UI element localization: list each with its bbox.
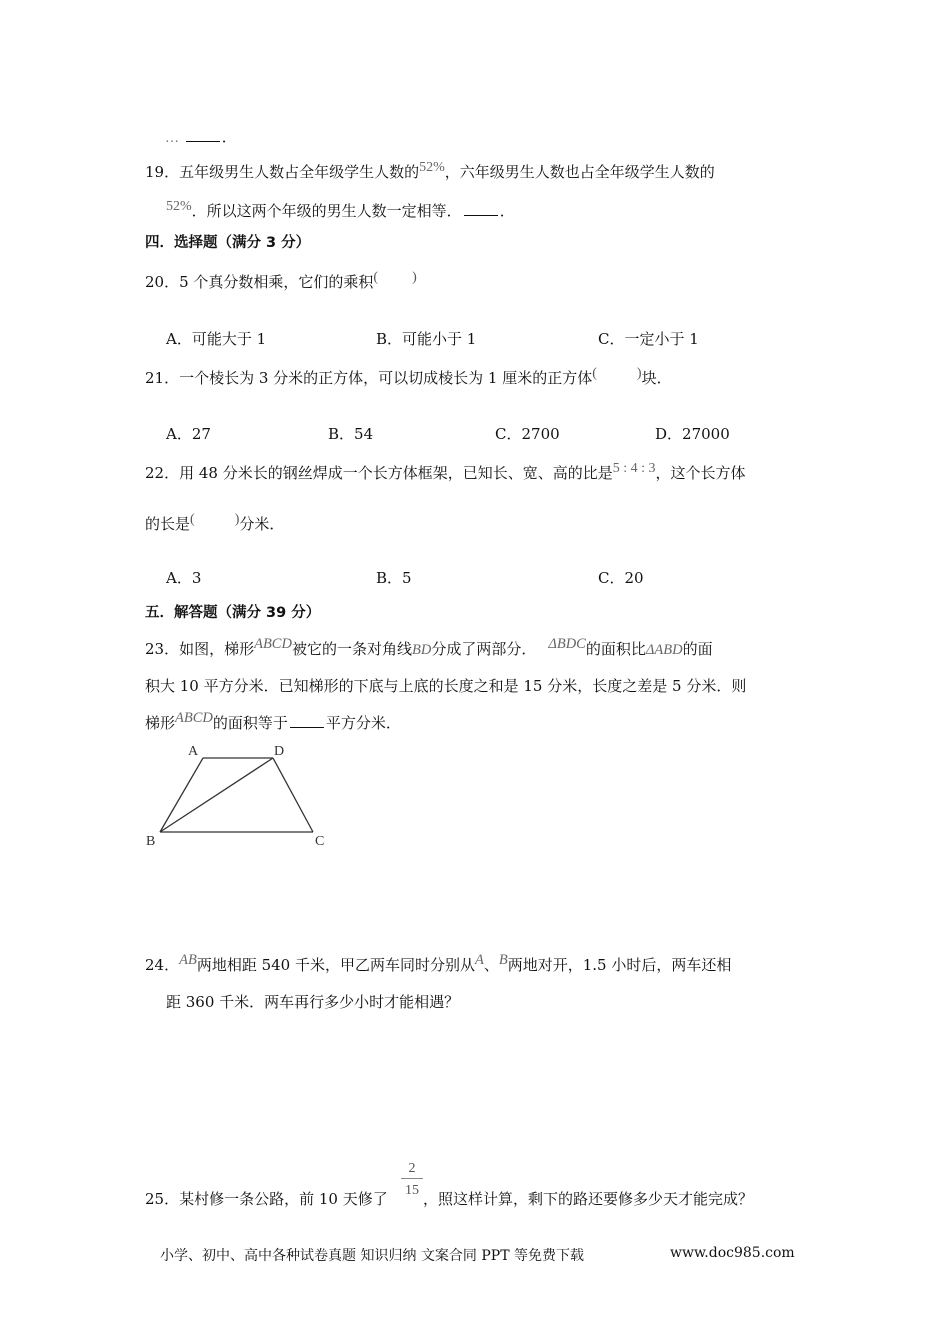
- q24-text-a: 两地相距 540 千米，甲乙两车同时分别从: [196, 956, 475, 974]
- q19-end: ．: [499, 202, 515, 220]
- q24-b: B: [498, 952, 508, 968]
- q22-line2: [145, 513, 284, 537]
- q22-option-c[interactable]: C．20: [598, 569, 644, 587]
- footer-text: 小学、初中、高中各种试卷真题 知识归纳 文案合同 PPT 等免费下载: [160, 1248, 584, 1264]
- q23-abcd-2: ABCD: [175, 710, 213, 726]
- q19-line1: [145, 161, 715, 185]
- q19-text-b: ，六年级男生人数也占全年级学生人数的: [444, 163, 715, 181]
- trapezoid-figure: [140, 740, 340, 852]
- answer-blank: [186, 127, 220, 142]
- q21-option-c[interactable]: C．2700: [495, 425, 560, 443]
- q20-stem: [145, 271, 417, 295]
- q23-triangle-abd: ΔABD: [645, 642, 683, 658]
- q21-paren-open: (: [592, 366, 597, 381]
- q23-text-g: 的面积等于: [212, 714, 288, 732]
- q19-text-c: ．所以这两个年级的男生人数一定相等．: [191, 202, 462, 220]
- diagonal-bd: [160, 758, 273, 832]
- q20-paren-open: (: [373, 270, 379, 285]
- q23-text-f: 梯形: [145, 714, 176, 732]
- section-4-heading: 四．选择题（满分 3 分）: [145, 235, 311, 251]
- q23-text-c: 分成了两部分．: [431, 640, 537, 658]
- q21-text: 21．一个棱长为 3 分米的正方体，可以切成棱长为 1 厘米的正方体: [145, 369, 593, 387]
- q20-text: 20．5 个真分数相乘，它们的乘积: [145, 273, 374, 291]
- q19-number: 19．: [145, 163, 180, 181]
- label-d: D: [274, 744, 285, 759]
- label-c: C: [315, 834, 325, 849]
- q21-paren-close: ): [636, 366, 642, 381]
- q21-stem: [145, 367, 672, 391]
- q23-line2: 积大 10 平方分米．已知梯形的下底与上底的长度之和是 15 分米，长度之差是 5 分米．则: [145, 677, 747, 695]
- edge-dc: [273, 758, 313, 832]
- q19-text-a: 五年级男生人数占全年级学生人数的: [179, 163, 420, 181]
- q22-line1: [145, 462, 746, 486]
- q25-text-b: ，照这样计算，剩下的路还要修多少天才能完成？: [423, 1190, 754, 1208]
- q23-text-h: 平方分米．: [325, 714, 401, 732]
- q23-text-a: 23．如图，梯形: [145, 640, 255, 658]
- q19-percent-1: 52%: [419, 160, 445, 175]
- q19-answer-blank: [464, 201, 498, 216]
- q22-paren-open: (: [190, 512, 195, 527]
- q23-bd: BD: [411, 642, 432, 658]
- q23-text-b: 被它的一条对角线: [291, 640, 412, 658]
- q24-sep: 、: [483, 956, 499, 974]
- q19-line2: [166, 200, 515, 224]
- q22-option-b[interactable]: B．5: [376, 569, 412, 587]
- ellipsis: …: [165, 131, 179, 146]
- q19-percent-2: 52%: [166, 199, 192, 214]
- q22-option-a[interactable]: A．3: [166, 569, 202, 587]
- q25-text-a: 25．某村修一条公路，前 10 天修了: [145, 1190, 388, 1208]
- period: ．: [221, 128, 237, 146]
- q25-fraction-numerator: 2: [401, 1160, 423, 1179]
- q22-paren-close: ): [234, 512, 240, 527]
- q22-text-c: 的长是: [145, 515, 191, 533]
- q23-text-e: 的面: [682, 640, 713, 658]
- label-a: A: [188, 744, 199, 759]
- q21-option-a[interactable]: A．27: [166, 425, 211, 443]
- q23-triangle-bdc: ΔBDC: [548, 636, 586, 652]
- edge-ab: [160, 758, 203, 832]
- q22-text: 22．用 48 分米长的钢丝焊成一个长方体框架，已知长、宽、高的比是: [145, 464, 613, 482]
- q23-text-d: 的面积比: [585, 640, 646, 658]
- label-b: B: [146, 834, 156, 849]
- q22-ratio: 5 : 4 : 3: [612, 461, 656, 476]
- q20-option-c[interactable]: C．一定小于 1: [598, 330, 699, 348]
- q23-line1: [145, 638, 713, 661]
- q24-line1: [145, 954, 731, 977]
- q21-tail: 块．: [641, 369, 672, 387]
- q24-text-b: 两地对开，1.5 小时后，两车还相: [507, 956, 732, 974]
- footer-url[interactable]: www.doc985.com: [670, 1245, 795, 1261]
- section-5-heading: 五．解答题（满分 39 分）: [145, 605, 321, 621]
- q23-line3: [145, 712, 401, 735]
- q20-paren-close: ): [412, 270, 417, 285]
- previous-question-tail: [165, 126, 237, 150]
- q24-line2: 距 360 千米．两车再行多少小时才能相遇？: [166, 993, 460, 1011]
- q22-text-b: ，这个长方体: [655, 464, 746, 482]
- q21-option-d[interactable]: D．27000: [655, 425, 730, 443]
- q21-option-b[interactable]: B．54: [328, 425, 374, 443]
- q20-option-b[interactable]: B．可能小于 1: [376, 330, 477, 348]
- q24-number: 24．: [145, 956, 180, 974]
- q25-fraction-denominator: 15: [405, 1183, 419, 1198]
- q22-text-d: 分米．: [239, 515, 285, 533]
- q24-ab: AB: [179, 952, 197, 968]
- q20-option-a[interactable]: A．可能大于 1: [166, 330, 267, 348]
- q23-abcd: ABCD: [254, 636, 292, 652]
- q24-a: A: [474, 952, 484, 968]
- q23-answer-blank: [290, 713, 324, 728]
